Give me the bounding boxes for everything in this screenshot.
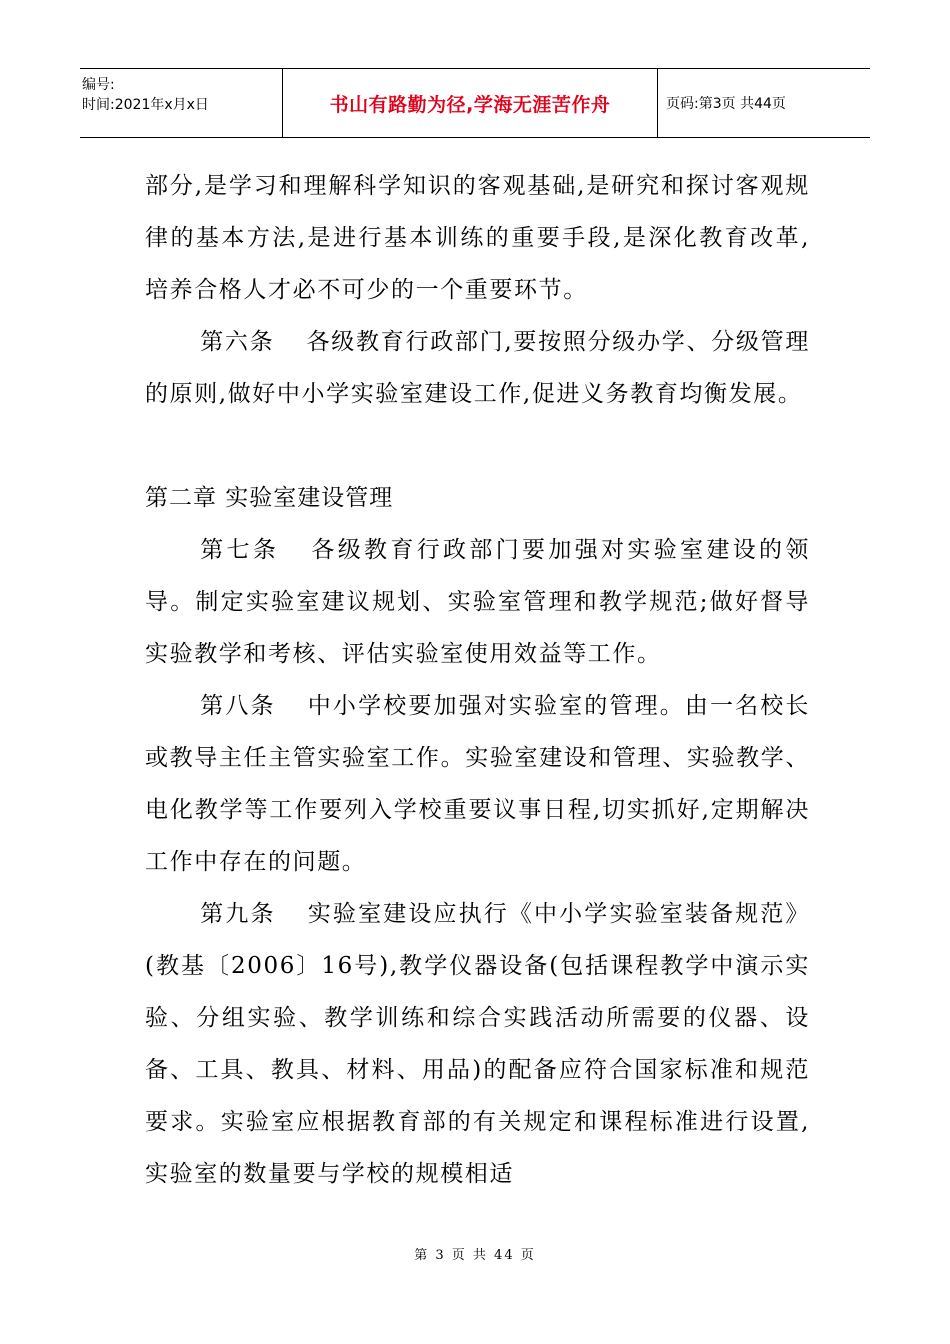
document-body xyxy=(145,160,810,1200)
article-9 xyxy=(145,888,810,1200)
article-number: 第六条 xyxy=(200,329,275,355)
article-text: 各级教育行政部门,要按照分级办学、分级管理的原则,做好中小学实验室建设工作,促进义务教育均衡发展。 xyxy=(145,329,810,407)
article-number: 第九条 xyxy=(200,901,276,927)
article-8 xyxy=(145,680,810,888)
article-text: 实验室建设应执行《中小学实验室装备规范》(教基〔2006〕16号),教学仪器设备(包括课程教学中演示实验、分组实验、教学训练和综合实践活动所需要的仪器、设备、工具、教具、材料、用品)的配备应符合国家标准和规范要求。实验室应根据教育部的有关规定和课程标准进行设置,实验室的数量要与学校的规模相适 xyxy=(145,901,810,1187)
header-motto: 书山有路勤为径,学海无涯苦作舟 xyxy=(283,69,658,137)
page-header xyxy=(80,68,870,138)
document-time-label: 时间:2021年x月x日 xyxy=(82,97,209,113)
document-number-label: 编号: xyxy=(82,77,115,93)
chapter-title: 第二章 实验室建设管理 xyxy=(145,485,394,511)
article-7 xyxy=(145,524,810,680)
article-number: 第八条 xyxy=(200,693,276,719)
article-number: 第七条 xyxy=(200,537,280,563)
article-6 xyxy=(145,316,810,420)
article-text: 各级教育行政部门要加强对实验室建设的领导。制定实验室建议规划、实验室管理和教学规范;做好督导实验教学和考核、评估实验室使用效益等工作。 xyxy=(145,537,810,667)
spacer xyxy=(145,420,810,472)
header-meta xyxy=(80,69,283,137)
article-text: 中小学校要加强对实验室的管理。由一名校长或教导主任主管实验室工作。实验室建设和管理、实验教学、电化教学等工作要列入学校重要议事日程,切实抓好,定期解决工作中存在的问题。 xyxy=(145,693,810,875)
page-footer: 第 3 页 共 44 页 xyxy=(414,1248,536,1263)
paragraph-continued: 部分,是学习和理解科学知识的客观基础,是研究和探讨客观规律的基本方法,是进行基本训练的重要手段,是深化教育改革,培养合格人才必不可少的一个重要环节。 xyxy=(145,173,810,303)
header-page-label: 页码:第3页 共44页 xyxy=(666,96,786,112)
